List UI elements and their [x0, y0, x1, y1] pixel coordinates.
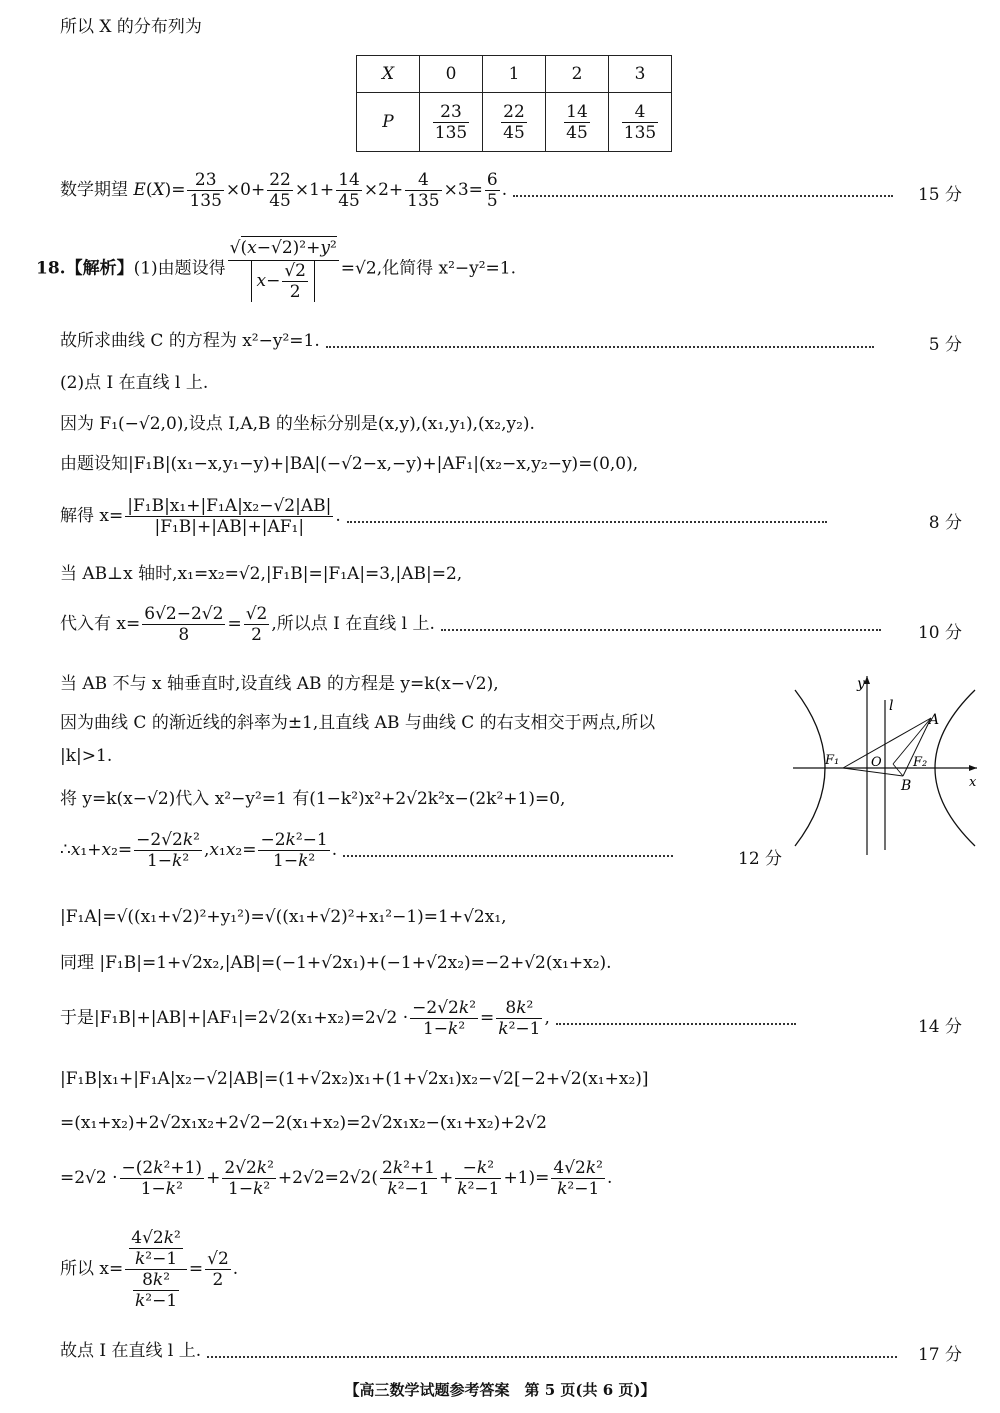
label-l: l — [889, 698, 894, 714]
distribution-table — [356, 55, 672, 152]
q18-line-numerator-value: =2√2 · $\frac{\text{−(2k²+1)}}{\text{1−k²}}$ + $\frac{\text{2√2k²}}{\text{1−k²}}$ +2√2=2√2( $\frac{\text{2k²+1}}{\text{k²−1}}$ + $\frac{\text{−k²}}{\text{k²−1}}$ +1)= $\frac{\text{4√2k²}}{\text{k²−1}}$ . — [60, 1158, 613, 1199]
score-10: 10 分 — [917, 623, 962, 643]
table-header-p: P — [357, 93, 420, 152]
q18-line-vieta: ∴x₁+x₂= $\frac{\text{−2√2k²}}{\text{1−k²}}$ ,x₁x₂= $\frac{\text{−2k²−1}}{\text{1−k²}}$ . — [60, 830, 679, 871]
q18-line-coords: 因为 F₁(−√2,0),设点 I,A,B 的坐标分别是(x,y),(x₁,y₁),(x₂,y₂). — [60, 414, 535, 434]
table-cell-x: 0 — [420, 56, 483, 93]
q18-line-curve: 故所求曲线 C 的方程为 x²−y²=1. — [60, 330, 880, 352]
score-15: 15 分 — [917, 185, 962, 205]
q18-part2: (2)点 I 在直线 l 上. — [60, 373, 209, 393]
hyperbola-figure — [785, 670, 985, 860]
expectation-line: 数学期望 E(X)= $\frac{23}{135}$ ×0+ $\frac{22}{45}$ ×1+ $\frac{14}{45}$ ×2+ $\frac{4}{135}$ ×3= $\frac{6}{5}$ . — [60, 170, 899, 211]
q18-line-numerator: |F₁B|x₁+|F₁A|x₂−√2|AB|=(1+√2x₂)x₁+(1+√2x₁)x₂−√2[−2+√2(x₁+x₂)] — [60, 1069, 649, 1089]
q18-line-asymptote: 因为曲线 C 的渐近线的斜率为±1,且直线 AB 与曲线 C 的右支相交于两点,所以 — [60, 713, 656, 733]
table-cell-prob: $\frac{23}{135}$ — [420, 93, 483, 152]
label-b: B — [901, 778, 912, 794]
table-cell-prob: $\frac{22}{45}$ — [483, 93, 546, 152]
segment-bi — [893, 764, 903, 776]
table-header-x: X — [357, 56, 420, 93]
q18-part1: 18.【解析】(1)由题设得 √(x−√2)²+y² x− $\frac{√2}{2}$ =√2,化简得 x²−y²=1. — [36, 238, 517, 302]
q18-line-vertical-case: 当 AB⊥x 轴时,x₁=x₂=√2,|F₁B|=|F₁A|=3,|AB|=2, — [60, 564, 463, 584]
x-axis-arrow-icon — [969, 765, 977, 771]
table-cell-x: 2 — [546, 56, 609, 93]
score-14: 14 分 — [917, 1017, 962, 1037]
distribution-heading: 所以 X 的分布列为 — [60, 17, 202, 37]
label-f1: F₁ — [825, 753, 840, 768]
q18-line-f1a: |F₁A|=√((x₁+√2)²+y₁²)=√((x₁+√2)²+x₁²−1)=1+√2x₁, — [60, 907, 507, 927]
q18-line-k: |k|>1. — [60, 746, 113, 766]
q18-line-vector: 由题设知|F₁B|(x₁−x,y₁−y)+|BA|(−√2−x,−y)+|AF₁|(x₂−x,y₂−y)=(0,0), — [60, 454, 639, 474]
score-5: 5 分 — [928, 335, 962, 355]
table-cell-x: 1 — [483, 56, 546, 93]
q18-line-general-case: 当 AB 不与 x 轴垂直时,设直线 AB 的方程是 y=k(x−√2), — [60, 674, 499, 694]
q18-line-f1b: 同理 |F₁B|=1+√2x₂,|AB|=(−1+√2x₁)+(−1+√2x₂)=−2+√2(x₁+x₂). — [60, 953, 612, 973]
page-footer: 【高三数学试题参考答案 第 5 页(共 6 页)】 — [344, 1381, 656, 1399]
table-cell-prob: $\frac{4}{135}$ — [609, 93, 672, 152]
q18-line-substitute: 代入有 x= $\frac{6√2-2√2}{8}$ = $\frac{√2}{2}$ ,所以点 I 在直线 l 上. — [60, 604, 887, 645]
label-a: A — [929, 712, 940, 728]
q18-line-solve-x: 解得 x= $\frac{\text{|F₁B|x₁+|F₁A|x₂−√2|AB|}}{\text{|F₁B|+|AB|+|AF₁|}}$ . — [60, 496, 833, 537]
q18-line-quadratic: 将 y=k(x−√2)代入 x²−y²=1 有(1−k²)x²+2√2k²x−(2k²+1)=0, — [60, 789, 566, 809]
score-8: 8 分 — [928, 513, 962, 533]
score-12: 12 分 — [738, 849, 783, 869]
table-cell-x: 3 — [609, 56, 672, 93]
q18-line-conclusion: 故点 I 在直线 l 上. — [60, 1340, 903, 1362]
q18-line-result: 所以 x= $\frac{\frac{\text{4√2k²}}{\text{k²−1}}}{\frac{\text{8k²}}{\text{k²−1}}}$ = $\frac{√2}{2}$ . — [60, 1228, 239, 1311]
label-f2: F₂ — [913, 755, 928, 770]
table-cell-prob: $\frac{14}{45}$ — [546, 93, 609, 152]
label-x: x — [969, 775, 977, 790]
label-y: y — [857, 676, 865, 692]
q18-line-expand: =(x₁+x₂)+2√2x₁x₂+2√2−2(x₁+x₂)=2√2x₁x₂−(x₁+x₂)+2√2 — [60, 1113, 547, 1133]
q18-line-sum: 于是|F₁B|+|AB|+|AF₁|=2√2(x₁+x₂)=2√2 · $\frac{\text{−2√2k²}}{\text{1−k²}}$ = $\frac{\text{8k²}}{\text{k²−1}}$ , — [60, 998, 802, 1039]
score-17: 17 分 — [917, 1345, 962, 1365]
label-o: O — [871, 755, 882, 770]
